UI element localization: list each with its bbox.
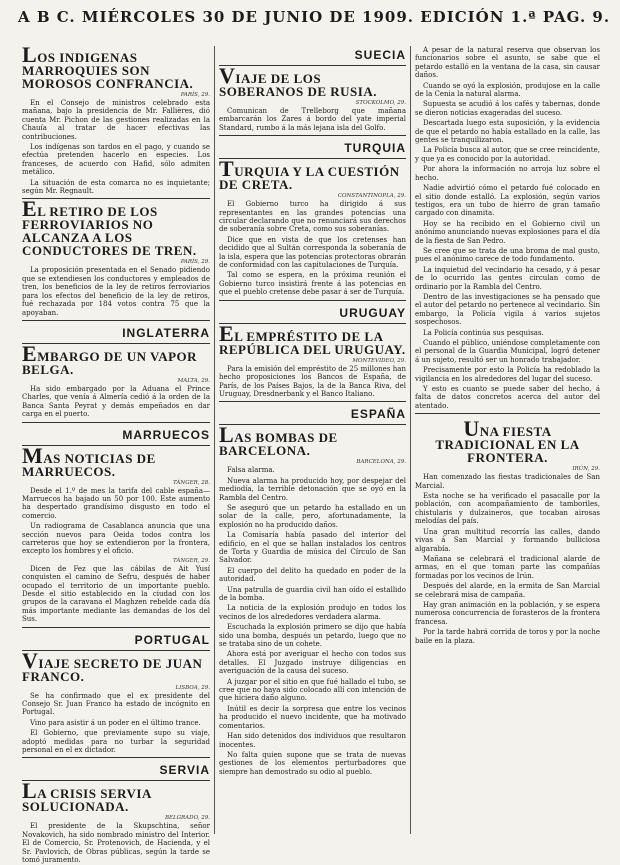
divider <box>22 627 210 628</box>
dateline: BELGRADO, 29. <box>164 815 210 822</box>
dateline: MALTA, 29. <box>177 377 210 384</box>
article-headline: VIAJE SECRETO DE JUAN FRANCO. <box>22 647 203 684</box>
divider <box>219 65 406 66</box>
article-paragraph: Inútil es decir la sorpresa que entre los vecinos ha producido el nuevo incidente, que ha motivado comentarios. <box>219 704 406 730</box>
divider <box>22 198 210 199</box>
column-3 <box>410 46 604 834</box>
divider <box>22 422 210 423</box>
dateline: IRÚN, 29. <box>572 466 600 473</box>
article-headline: EL RETIRO DE LOS FERROVIARIOS NO ALCANZA A LOS CONDUCTORES DE TREN. <box>22 196 197 259</box>
article-paragraph: Falsa alarma. <box>227 466 275 475</box>
divider <box>22 343 210 344</box>
article-paragraph: Dicen de Fez que las cábilas de Ait Yusí conquisten el camino de Sefru, después de haber ocupado el territorio de un importante pueblo. Desde el sitio establecido en la ciudad con los grupos de la caravana el Maghzen rebelde cada día más importante mediante las demandas de los del Sus. <box>22 564 210 624</box>
section-label: TURQUIA <box>344 141 406 156</box>
article-paragraph: Una gran multitud recorría las calles, dando vivas á San Marcial y formando bulliciosa algarabía. <box>415 527 600 553</box>
section-label: PORTUGAL <box>134 632 210 647</box>
divider <box>22 780 210 781</box>
section-label: SERVIA <box>159 763 210 778</box>
article-paragraph: Se cree que se trata de una broma de mal gusto, pues el anónimo carece de todo fundamento. <box>415 246 600 264</box>
article-headline: MAS NOTICIAS DE MARRUECOS. <box>22 442 156 479</box>
article-paragraph: En el Consejo de ministros celebrado esta mañana, bajo la presidencia de Mr. Fallières, dió cuenta Mr. Pichon de las gestiones realizadas en la Chauía al tratar de hacer efectivas las contribuciones. <box>22 99 210 141</box>
article-paragraph: Tal como se espera, en la próxima reunión el Gobierno turco insistirá frente á las potencias en que el pueblo cretense debe pasar á ser de Turquía. <box>219 271 406 297</box>
article-paragraph: Dentro de las investigaciones se ha pensado que el autor del petardo no pertenece al vecindario. Sin embargo, la Policía vigila á varios sujetos sospechosos. <box>415 292 600 327</box>
article-paragraph: Y esto es cuanto se puede saber del hecho, á falta de datos concretos acerca del autor del atentado. <box>415 385 600 410</box>
article-paragraph: Descartada luego esta suposición, y la evidencia de que el petardo no había estallado en la calle, las gentes se tranquilizaron. <box>415 119 600 145</box>
divider <box>219 401 406 402</box>
article-paragraph: La proposición presentada en el Senado pidiendo que se extendiesen los conductores y empleados de tren, los beneficios de la ley de retiros ferroviarios para los efectos del beneficio de la ley de retiros, fué rechazada por 184 votos contra 75 que la apoyaban. <box>22 266 210 317</box>
article-paragraph: Por ahora la información no arroja luz sobre el hecho. <box>415 165 600 182</box>
article-paragraph: No falta quien supone que se trata de nuevas gestiones de los elementos perturbadores que siempre han demostrado su odio al pueblo. <box>219 750 406 776</box>
divider <box>219 424 406 425</box>
divider <box>22 757 210 758</box>
newspaper-page <box>18 6 611 865</box>
section-label: SUECIA <box>354 48 406 62</box>
article-paragraph: La Comisaría había pasado del interior del edificio, en el que se hallan instalados los centros de Torta y Guardia de música del Círculo de San Salvador. <box>219 531 406 565</box>
dateline: LISBOA, 29. <box>175 684 210 691</box>
column-2 <box>214 46 410 834</box>
article-paragraph: Un radiograma de Casablanca anuncia que una sección nuevos para Oeida todos contra los carreteros que hoy se extendieron por la frontera, excepto los hombres y el oficio. <box>22 522 210 556</box>
article-paragraph: Para la emisión del empréstito de 25 millones han hecho proposiciones los Bancos de España, de París, de los Países Bajos, la de la Banca Riva, del Uruguay, Dresdnerbank y el Banco Italiano. <box>219 364 406 398</box>
article-paragraph: Hay gran animación en la población, y se espera numerosa concurrencia de forasteros de la frontera francesa. <box>415 600 600 626</box>
article-headline: EMBARGO DE UN VAPOR BELGA. <box>22 340 198 377</box>
article-paragraph: Han sido detenidos dos individuos que resultaron inocentes. <box>219 732 406 749</box>
masthead: A B C. MIÉRCOLES 30 DE JUNIO DE 1909. EDICIÓN 1.ª PAG. 9. <box>18 8 611 26</box>
article-paragraph: Han comenzado las fiestas tradicionales de San Marcial. <box>415 473 600 490</box>
article-paragraph: El cuerpo del delito ha quedado en poder de la autoridad. <box>219 566 406 584</box>
article-headline: EL EMPRÉSTITO DE LA REPÚBLICA DEL URUGUAY. <box>219 320 406 357</box>
article-paragraph: Dice que en vista de que los cretenses han decidido que al Sultán corresponda la soberanía de la isla, espera que las potencias protectoras obrarán de conformidad con las capitulaciones de Turquía. <box>219 235 406 270</box>
article-paragraph: La Policía continúa sus pesquisas. <box>423 328 544 337</box>
article-paragraph: Vino para asistir á un poder en el último trance. <box>30 718 201 727</box>
article-paragraph: Comunican de Trelleborg que mañana embarcarán los Zares á bordo del yate imperial Standard, rumbo á la más lejana isla del Golfo. <box>219 107 406 132</box>
article-paragraph: Ha sido embargado por la Aduana el Prince Charles, que venía á Almería cedió á la orden de la Banca Santa Peyrat y demás empeñados en dar carga en el puerto. <box>22 384 210 419</box>
article-paragraph: Una patrulla de guardia civil han oído el estallido de la bomba. <box>219 585 406 602</box>
article-headline: LOS INDIGENAS MARROQUIES SON MOROSOS CONFRANCIA. <box>22 42 194 91</box>
article-paragraph: El Gobierno turco ha dirigido á sus representantes en las grandes potencias una circular declarando que no renunciará sus derechos de soberanía sobre Creta, como sus soberanías. <box>219 200 406 234</box>
article-headline: LAS BOMBAS DE BARCELONA. <box>219 422 338 459</box>
article-headline: UNA FIESTA TRADICIONAL EN LA FRONTERA. <box>435 416 580 466</box>
article-paragraph: Hoy se ha recibido en el Gobierno civil un anónimo anunciando nuevas explosiones para el día de la fiesta de San Pedro. <box>415 219 600 245</box>
article-paragraph: Precisamente por esto la Policía ha redoblado la vigilancia en los alrededores del lugar del suceso. <box>415 366 600 383</box>
article-paragraph: Después del alarde, en la ermita de San Marcial se celebrará misa de campaña. <box>415 582 600 599</box>
article-headline: LA CRISIS SERVIA SOLUCIONADA. <box>22 778 152 815</box>
dateline: MONTEVIDEO, 29. <box>352 357 406 364</box>
article-paragraph: Mañana se celebrará el tradicional alarde de armas, en el que toman parte las compañías formadas por los vecinos de Irún. <box>415 554 600 580</box>
article-paragraph: Se aseguró que un petardo ha estallado en un solar de la calle, pero, afortunadamente, la explosión no ha producido daños. <box>219 503 406 529</box>
article-paragraph: La noticia de la explosión produjo en todos los vecinos de los alrededores verdadera alarma. <box>219 604 406 621</box>
article-paragraph: La Policía busca al autor, que se cree reincidente, y que ya es conocido por la autoridad. <box>415 146 600 163</box>
article-paragraph: Nadie advirtió cómo el petardo fué colocado en el sitio donde estalló. La explosión, según varios testigos, era un tubo de hierro de gran tamaño cargado con dinamita. <box>415 184 600 218</box>
article-paragraph: La situación de esta comarca no es inquietante; según Mr. Regnault. <box>22 178 210 196</box>
dateline: CONSTANTINOPLA, 29. <box>337 193 406 200</box>
divider <box>415 413 600 414</box>
section-label: MARRUECOS <box>122 427 210 442</box>
section-label: URUGUAY <box>339 305 406 320</box>
article-paragraph: Ahora está por averiguar el hecho con todos sus detalles. El Juzgado instruye diligencias en averiguación de la causa del suceso. <box>219 650 406 676</box>
article-paragraph: La inquietud del vecindario ha cesado, y á pesar de lo ocurrido las gentes circulan como de ordinario por la Rambla del Centro. <box>415 265 600 291</box>
article-paragraph: A pesar de la natural reserva que observan los funcionarios sobre el asunto, se sabe que el petardo estalló en la ventana de la casa, sin causar daños. <box>415 46 600 80</box>
section-label: INGLATERRA <box>122 325 210 340</box>
article-paragraph: Escuchada la explosión primero se dijo que había sido una bomba, después un petardo, luego que no se trataba sino de un cohete. <box>219 623 406 649</box>
divider <box>219 323 406 324</box>
article-paragraph: Cuando el público, uniéndose completamente con el personal de la Guardia Municipal, logró detener á un sujeto, resultó ser un honrado trabajador. <box>415 339 600 364</box>
dateline: BARCELONA, 29. <box>356 459 406 466</box>
article-paragraph: Nueva alarma ha producido hoy, por despejar del mediodía, la terrible detonación que se oyó en la Rambla del Centro. <box>219 476 406 502</box>
divider <box>219 135 406 136</box>
article-paragraph: Los indígenas son tardos en el pago, y cuando se efectúa pretenden hacerlo en especies. Los franceses, de acuerdo con Hafid, sólo admiten metálico. <box>22 143 210 177</box>
dateline: STOCKOLMO, 29. <box>355 100 406 106</box>
dateline: PARÍS, 29. <box>180 259 210 266</box>
divider <box>22 320 210 321</box>
column-1 <box>18 42 214 865</box>
article-paragraph: Se ha confirmado que el ex presidente del Consejo Sr. Juan Franco ha estado de incógnito en Portugal. <box>22 691 210 717</box>
dateline: TÁNGER, 29. <box>173 557 210 564</box>
divider <box>219 158 406 159</box>
article-paragraph: Supuesta se acudió á los cafés y tabernas, donde se dieron noticias exageradas del suceso. <box>415 100 600 117</box>
dateline: TÁNGER, 28. <box>173 479 210 486</box>
dateline: PARÍS, 29. <box>180 92 210 98</box>
article-headline: VIAJE DE LOS SOBERANOS DE RUSIA. <box>219 63 377 99</box>
article-headline: TURQUIA Y LA CUESTIÓN DE CRETA. <box>219 156 400 193</box>
article-paragraph: A juzgar por el sitio en que fué hallado el tubo, se cree que no haya sido colocado allí con intención de que hiciera daño alguno. <box>219 677 406 703</box>
article-paragraph: El Gobierno, que previamente supo su viaje, adoptó medidas para no turbar la seguridad personal en el ex dictador. <box>22 729 210 755</box>
columns <box>18 42 604 865</box>
article-paragraph: Desde el 1.º de mes la tarifa del cable españa—Marruecos ha bajado un 50 por 100. Este aumento ha despertado grandísimo disgusto en todo el comercio. <box>22 486 210 520</box>
section-label: ESPAÑA <box>350 407 406 422</box>
article-paragraph: El presidente de la Skupschtina, señor Novakovich, ha sido nombrado ministro del Interior. El de Comercio, Sr. Protenovich, de Hacienda, y el Sr. Pavlovich, de Obras públicas, según la tarde se tomó juramento. <box>22 822 210 865</box>
divider <box>22 650 210 651</box>
article-paragraph: Cuando se oyó la explosión, produjose en la calle de la Cenia la natural alarma. <box>415 81 600 99</box>
divider <box>219 300 406 301</box>
divider <box>22 445 210 446</box>
article-paragraph: Por la tarde habrá corrida de toros y por la noche baile en la plaza. <box>415 628 600 645</box>
article-paragraph: Esta noche se ha verificado el pasacalle por la población, con acompañamiento de tamboriles, chistularis y dulzaineros, que tocaban airosas melodías del país. <box>415 492 600 526</box>
